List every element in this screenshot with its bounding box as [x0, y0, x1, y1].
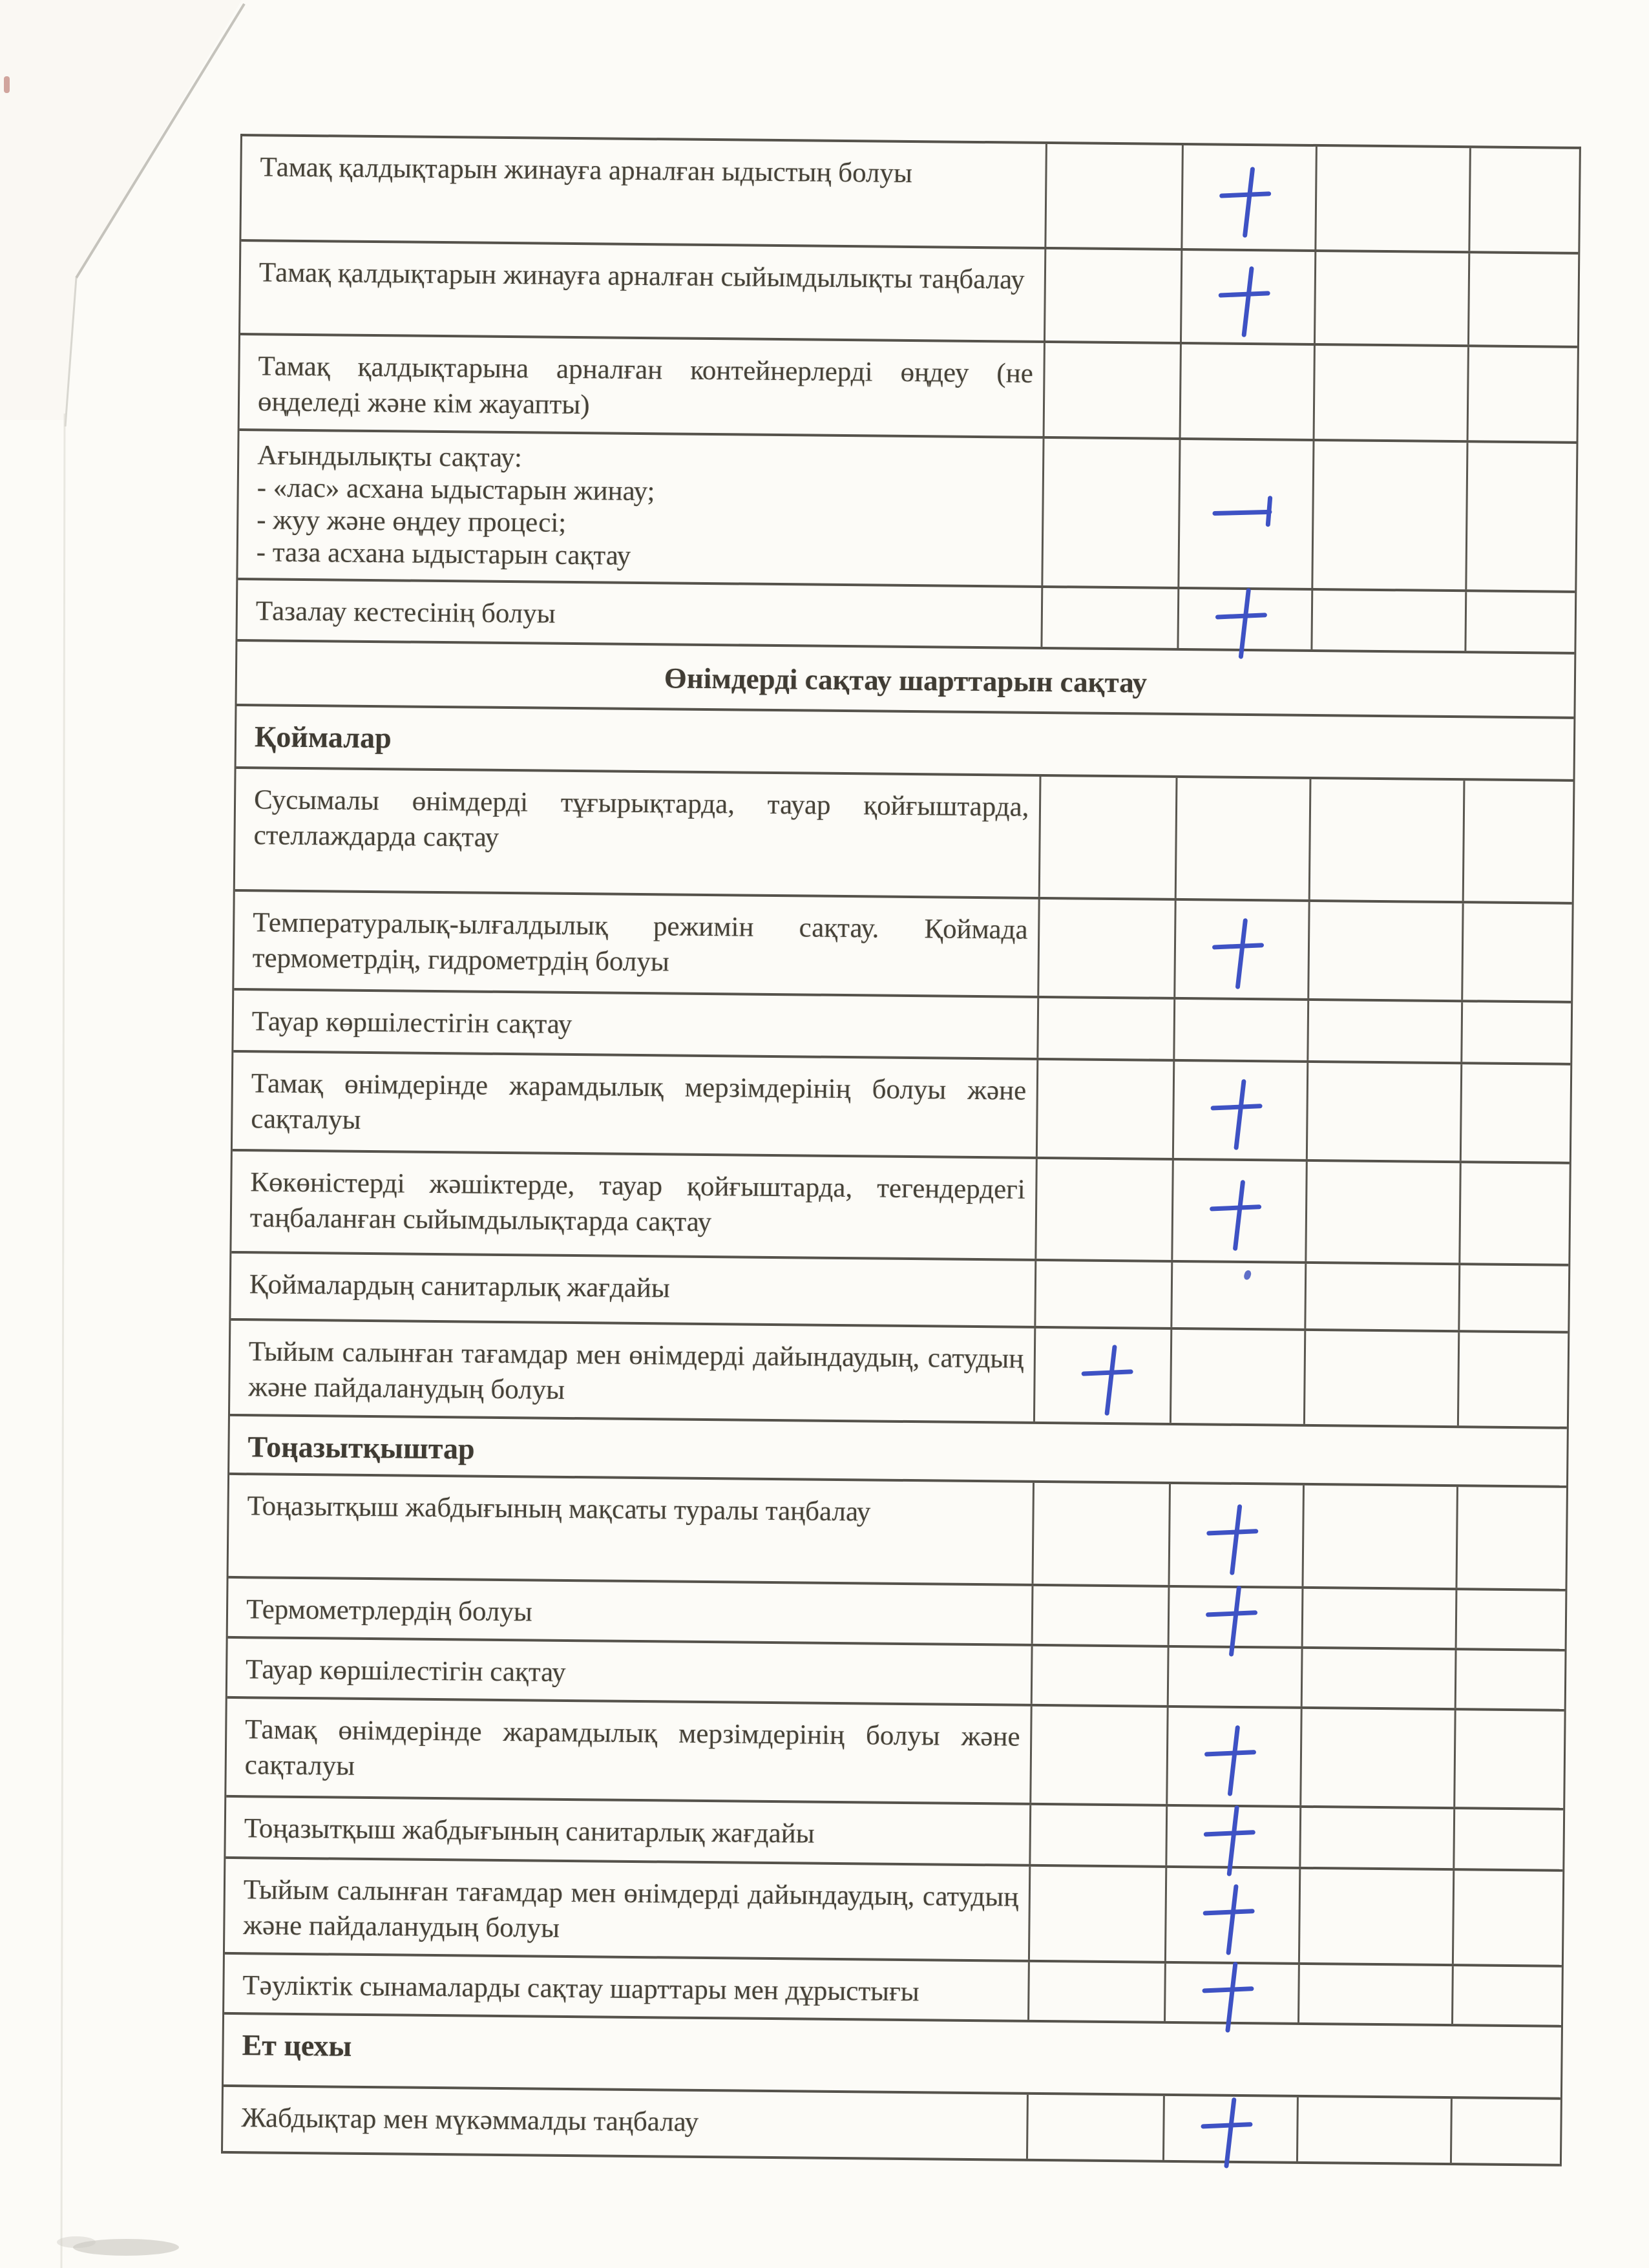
check-cell-2 — [1182, 251, 1317, 343]
check-cell-3 — [1315, 346, 1470, 440]
check-cell-1 — [1040, 777, 1177, 898]
check-cell-2 — [1167, 1807, 1301, 1867]
check-cell-3 — [1307, 1263, 1461, 1329]
section-title: Ет цехы — [242, 2028, 352, 2063]
mark-horizontal-stroke — [1201, 2122, 1252, 2128]
check-cell-1 — [1045, 343, 1182, 437]
check-cell-1 — [1044, 439, 1181, 587]
item-label: Температуралық-ылғалдылық режимін сақтау. Қоймада термометрдің, гидрометрдің болуы — [252, 907, 1028, 978]
item-cell — [234, 892, 1040, 996]
check-cell-1 — [1031, 1805, 1168, 1865]
check-cell-4 — [1459, 1332, 1568, 1427]
check-cell-2 — [1171, 1329, 1307, 1423]
item-label: Термометрлердің болуы — [246, 1593, 533, 1628]
check-cell-4 — [1464, 781, 1573, 902]
check-cell-2 — [1172, 1262, 1307, 1328]
mark-vertical-stroke — [1226, 1884, 1239, 1955]
check-cell-2 — [1179, 589, 1313, 649]
item-cell — [226, 1798, 1031, 1864]
check-cell-1 — [1035, 1328, 1172, 1422]
handwritten-dot-mark — [1243, 1269, 1252, 1280]
check-cell-2 — [1175, 1000, 1309, 1060]
check-cell-3 — [1310, 779, 1465, 901]
item-cell — [237, 580, 1043, 647]
item-label: Тамақ қалдықтарын жинауға арналған ыдыстың болуы — [260, 152, 913, 189]
item-label: Тамақ өнімдерінде жарамдылық мерзімдерінің болуы және сақталуы — [251, 1067, 1027, 1135]
item-label: Сусымалы өнімдерді тұғырықтарда, тауар қойғыштарда, стеллаждарда сақтау — [253, 784, 1029, 853]
item-cell — [230, 1321, 1036, 1422]
check-cell-4 — [1460, 1265, 1568, 1331]
check-cell-1 — [1040, 899, 1177, 997]
mark-horizontal-stroke — [1210, 1204, 1261, 1211]
check-cell-1 — [1032, 1706, 1169, 1804]
item-label: Тамақ өнімдерінде жарамдылық мерзімдерінің болуы және сақталуы — [244, 1714, 1020, 1781]
table-row — [234, 892, 1571, 1003]
check-cell-3 — [1301, 1709, 1456, 1807]
mark-horizontal-stroke — [1202, 1986, 1254, 1993]
fold-crease-line — [76, 4, 244, 278]
mark-vertical-stroke — [1235, 918, 1248, 989]
table-row — [225, 1859, 1562, 1968]
mark-vertical-stroke — [1225, 1962, 1238, 2033]
check-cell-4 — [1463, 1002, 1571, 1063]
check-cell-4 — [1467, 592, 1575, 652]
bottom-smudge — [73, 2239, 179, 2256]
table-row — [229, 1475, 1566, 1591]
item-cell — [228, 1579, 1034, 1644]
mark-vertical-stroke — [1229, 1586, 1242, 1657]
check-cell-4 — [1467, 443, 1577, 590]
section-title: Қоймалар — [254, 719, 392, 754]
check-cell-1 — [1029, 1962, 1166, 2021]
table-row — [230, 1321, 1568, 1429]
mark-horizontal-stroke — [1212, 510, 1272, 516]
check-cell-2 — [1176, 778, 1311, 899]
mark-vertical-stroke — [1233, 1179, 1246, 1250]
check-cell-2 — [1168, 1708, 1303, 1805]
item-label: Тыйым салынған тағамдар мен өнімдерді дайындаудың, сатудың және пайдаланудың болуы — [243, 1874, 1019, 1944]
check-cell-2 — [1182, 145, 1318, 249]
check-cell-2 — [1166, 1868, 1301, 1962]
item-cell — [225, 1859, 1031, 1960]
section-header-row — [236, 642, 1574, 719]
check-cell-3 — [1298, 2097, 1453, 2163]
check-cell-3 — [1307, 1161, 1462, 1262]
mark-vertical-stroke — [1104, 1345, 1117, 1416]
check-cell-4 — [1456, 1650, 1564, 1709]
check-cell-3 — [1299, 1965, 1454, 2024]
item-label: Тәуліктік сынамаларды сақтау шарттары мен дұрыстығы — [242, 1969, 919, 2007]
check-cell-3 — [1304, 1486, 1459, 1588]
table-row — [241, 136, 1579, 255]
checklist-table — [221, 134, 1581, 2167]
table-row — [223, 2087, 1560, 2167]
check-cell-4 — [1469, 253, 1578, 346]
table-row — [233, 1053, 1570, 1164]
check-cell-2 — [1173, 1160, 1308, 1261]
item-cell — [240, 335, 1046, 436]
check-cell-1 — [1043, 588, 1179, 648]
check-cell-3 — [1303, 1649, 1457, 1708]
check-cell-4 — [1453, 1966, 1561, 2025]
item-label: Қоймалардың санитарлық жағдайы — [249, 1268, 671, 1304]
check-cell-3 — [1313, 591, 1467, 651]
check-cell-2 — [1164, 2096, 1299, 2161]
table-row — [226, 1699, 1564, 1811]
table-row — [231, 1151, 1569, 1266]
check-cell-1 — [1033, 1586, 1170, 1645]
table-row — [238, 431, 1576, 593]
check-cell-4 — [1452, 2099, 1560, 2164]
mark-horizontal-stroke — [1219, 291, 1270, 297]
check-cell-4 — [1461, 1163, 1570, 1264]
item-label: Тауар көршілестігін сақтау — [251, 1005, 572, 1040]
check-cell-2 — [1174, 1062, 1309, 1159]
item-label: Тоңазытқыш жабдығының санитарлық жағдайы — [244, 1812, 815, 1849]
check-cell-4 — [1454, 1871, 1562, 1965]
mark-horizontal-stroke — [1212, 943, 1264, 949]
check-cell-3 — [1305, 1330, 1460, 1425]
mark-horizontal-stroke — [1206, 1610, 1257, 1617]
item-cell — [233, 991, 1039, 1058]
mark-horizontal-stroke — [1215, 613, 1267, 619]
item-label: Жабдықтар мен мүкәммалды таңбалау — [241, 2102, 699, 2137]
item-label: Тоңазытқыш жабдығының мақсаты туралы таңбалау — [247, 1490, 871, 1528]
check-cell-1 — [1037, 1159, 1174, 1259]
item-label: Ағындылықты сақтау: - «лас» асхана ыдыстарын жинау; - жуу және өңдеу процесі; - таза асхана ыдыстарын сақтау — [256, 440, 655, 571]
table-row — [231, 1254, 1568, 1334]
table-row — [235, 769, 1573, 905]
bottom-smudge-small — [57, 2236, 96, 2248]
check-cell-3 — [1314, 441, 1469, 589]
mark-horizontal-stroke — [1203, 1909, 1255, 1915]
item-label: Тауар көршілестігін сақтау — [245, 1654, 566, 1688]
page-edge-shadow — [61, 414, 65, 2268]
item-cell — [233, 1053, 1039, 1157]
fold-crease-line-lower — [65, 278, 76, 426]
check-cell-2 — [1166, 1964, 1300, 2022]
table-row — [240, 242, 1578, 348]
check-cell-4 — [1455, 1809, 1563, 1869]
check-cell-1 — [1034, 1483, 1171, 1585]
check-cell-4 — [1456, 1710, 1564, 1808]
check-cell-3 — [1308, 1001, 1463, 1062]
check-cell-4 — [1462, 1064, 1570, 1162]
check-cell-4 — [1464, 903, 1572, 1001]
check-cell-2 — [1175, 901, 1310, 998]
check-cell-3 — [1303, 1589, 1458, 1648]
mark-horizontal-stroke — [1081, 1369, 1133, 1376]
check-cell-2 — [1169, 1588, 1303, 1646]
item-label: Тамақ қалдықтарын жинауға арналған сыйымдылықты таңбалау — [258, 257, 1025, 295]
check-cell-3 — [1300, 1869, 1455, 1964]
item-cell — [227, 1639, 1033, 1704]
section-title: Өнімдерді сақтау шарттарын сақтау — [664, 661, 1148, 699]
section-title: Тоңазытқыштар — [247, 1429, 475, 1465]
item-cell — [240, 242, 1047, 341]
mark-vertical-stroke — [1239, 588, 1252, 659]
item-label: Тазалау кестесінің болуы — [255, 595, 556, 629]
check-cell-1 — [1039, 998, 1175, 1058]
check-cell-1 — [1028, 2095, 1164, 2160]
mark-vertical-stroke — [1224, 2097, 1237, 2168]
item-cell — [238, 431, 1044, 585]
mark-horizontal-stroke — [1219, 191, 1271, 198]
check-cell-4 — [1469, 347, 1577, 441]
item-label: Көкөністерді жәшіктерде, тауар қойғыштарда, тегендердегі таңбаланған сыйымдылықтарда сақтау — [249, 1166, 1025, 1237]
item-label: Тыйым салынған тағамдар мен өнімдерді дайындаудың, сатудың және пайдаланудың болуы — [248, 1336, 1024, 1405]
item-cell — [226, 1699, 1033, 1803]
check-cell-4 — [1458, 1487, 1566, 1589]
check-cell-3 — [1317, 147, 1472, 251]
check-cell-4 — [1471, 148, 1579, 252]
check-cell-3 — [1308, 1063, 1463, 1160]
item-cell — [223, 2087, 1029, 2159]
mark-vertical-stroke — [1226, 1805, 1239, 1876]
mark-vertical-stroke — [1234, 1079, 1246, 1150]
item-cell — [241, 136, 1047, 247]
table-row — [240, 335, 1577, 444]
check-cell-3 — [1309, 902, 1464, 1000]
check-cell-1 — [1036, 1261, 1173, 1327]
item-cell — [235, 769, 1042, 897]
check-cell-1 — [1045, 249, 1182, 342]
check-cell-1 — [1033, 1646, 1169, 1705]
check-cell-1 — [1030, 1867, 1167, 1961]
check-cell-3 — [1316, 252, 1471, 344]
item-cell — [224, 1955, 1030, 2020]
item-cell — [231, 1254, 1036, 1326]
mark-vertical-stroke — [1230, 1504, 1243, 1575]
item-cell — [231, 1151, 1038, 1259]
mark-horizontal-stroke — [1204, 1830, 1255, 1836]
check-cell-1 — [1047, 144, 1184, 248]
mark-vertical-stroke — [1228, 1725, 1241, 1796]
check-cell-2 — [1181, 344, 1316, 439]
folded-corner-highlight — [0, 0, 242, 420]
section-header-row — [224, 2015, 1561, 2100]
check-cell-2 — [1179, 440, 1315, 587]
red-ink-fleck — [4, 76, 10, 93]
mark-horizontal-stroke — [1204, 1750, 1256, 1756]
check-cell-2 — [1168, 1648, 1303, 1706]
mark-vertical-stroke — [1241, 266, 1254, 337]
mark-horizontal-stroke — [1210, 1104, 1262, 1110]
item-cell — [229, 1475, 1035, 1584]
mark-horizontal-stroke — [1206, 1529, 1258, 1535]
item-label: Тамақ қалдықтарына арналған контейнерлерді өңдеу (не өңделеді және кім жауапты) — [257, 351, 1034, 421]
check-cell-2 — [1170, 1484, 1305, 1586]
check-cell-3 — [1301, 1808, 1456, 1868]
mark-vertical-stroke — [1243, 166, 1255, 237]
check-cell-1 — [1038, 1060, 1175, 1157]
check-cell-4 — [1457, 1590, 1565, 1649]
